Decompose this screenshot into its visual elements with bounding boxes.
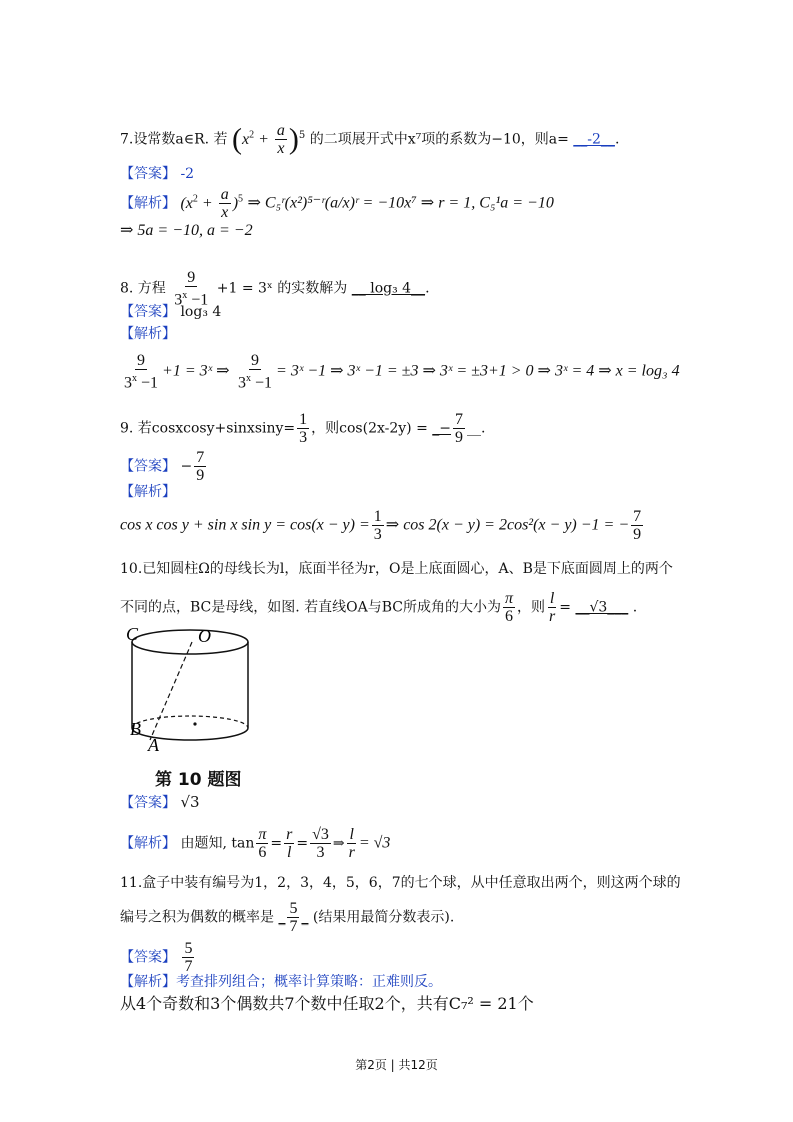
page-footer: 第2页 | 共12页 bbox=[355, 1058, 438, 1072]
q7-stem: 7.设常数a∈R. 若 ($x^2$ + $\frac{a}{x}$ )$^5$ 的二项展开式中x⁷项的系数为−10，则a= __-2__. bbox=[120, 122, 620, 157]
q8-stem: 8. 方程 $\frac{9}{3^x -1}$ +1 = 3ˣ 的实数解为 __ log₃ 4__. bbox=[120, 269, 430, 309]
q8-analysis-label: 【解析】 bbox=[120, 326, 176, 342]
q10-analysis: 【解析】 由题知, tan $\frac{\pi}{6}$ = $\frac{r}{l}$ = $\frac{√3}{3}$ ⇒ $\frac{l}{r}$ = √3 bbox=[120, 826, 391, 861]
label-A: A bbox=[148, 735, 159, 755]
q8-answer: 【答案】 log₃ 4 bbox=[120, 304, 222, 320]
q9-analysis-label: 【解析】 bbox=[120, 484, 176, 500]
label-C: C bbox=[126, 624, 139, 644]
q10-stem-1: 10.已知圆柱Ω的母线长为l，底面半径为r，O是上底面圆心，A、B是下底面圆周上的两个 bbox=[120, 561, 673, 577]
label-O: O bbox=[198, 626, 211, 646]
q8-analysis: $\frac{9}{3^x -1}$ +1 = 3ˣ ⇒ $\frac{9}{3^x -1}$ = 3ˣ −1 ⇒ 3ˣ −1 = ±3 ⇒ 3ˣ = ±3+1 > 0 ⇒ 3ˣ = 4 ⇒ x = log₃ 4 bbox=[124, 352, 680, 392]
figure-caption: 第 10 题图 bbox=[155, 770, 242, 790]
q11-stem-2: 编号之积为偶数的概率是 _ $\frac{5}{7}$ _ (结果用最简分数表示). bbox=[120, 900, 455, 935]
q9-stem: 9. 若cosxcosy+sinxsiny= $\frac{1}{3}$ ，则cos(2x-2y) = _− $\frac{7}{9}$ __. bbox=[120, 411, 486, 446]
q9-answer: 【答案】 − $\frac{7}{9}$ bbox=[120, 449, 205, 484]
q11-analysis: 【解析】考查排列组合；概率计算策略：正难则反。 bbox=[120, 974, 442, 990]
q11-stem-1: 11.盒子中装有编号为1，2，3，4，5，6，7的七个球，从中任意取出两个，则这两个球的 bbox=[120, 875, 681, 891]
q7-analysis: 【解析】 ($x^2$ + $\frac{a}{x}$ )$^5$ ⇒ C₅ʳ(x²)⁵⁻ʳ(a/x)ʳ = −10x⁷ ⇒ r = 1, C₅¹a = −10 bbox=[120, 186, 554, 221]
q7-answer: 【答案】 -2 bbox=[120, 166, 195, 182]
q9-analysis: cos x cos y + sin x sin y = cos(x − y) = $\frac{1}{3}$ ⇒ cos 2(x − y) = 2cos²(x − y) −1 = − $\frac{7}{9}$ bbox=[120, 508, 642, 543]
cylinder-figure bbox=[120, 620, 260, 755]
q10-stem-2: 不同的点，BC是母线，如图. 若直线OA与BC所成角的大小为 $\frac{\pi}{6}$ ，则 $\frac{l}{r}$ = __√3___ . bbox=[120, 590, 638, 625]
q11-answer: 【答案】 $\frac{5}{7}$ bbox=[120, 940, 193, 975]
q11-analysis-2: 从4个奇数和3个偶数共7个数中任取2个，共有C₇² = 21个 bbox=[120, 994, 534, 1013]
q10-answer: 【答案】 √3 bbox=[120, 793, 200, 811]
label-B: B bbox=[130, 719, 141, 739]
q7-analysis-2: ⇒ 5a = −10, a = −2 bbox=[120, 222, 253, 239]
